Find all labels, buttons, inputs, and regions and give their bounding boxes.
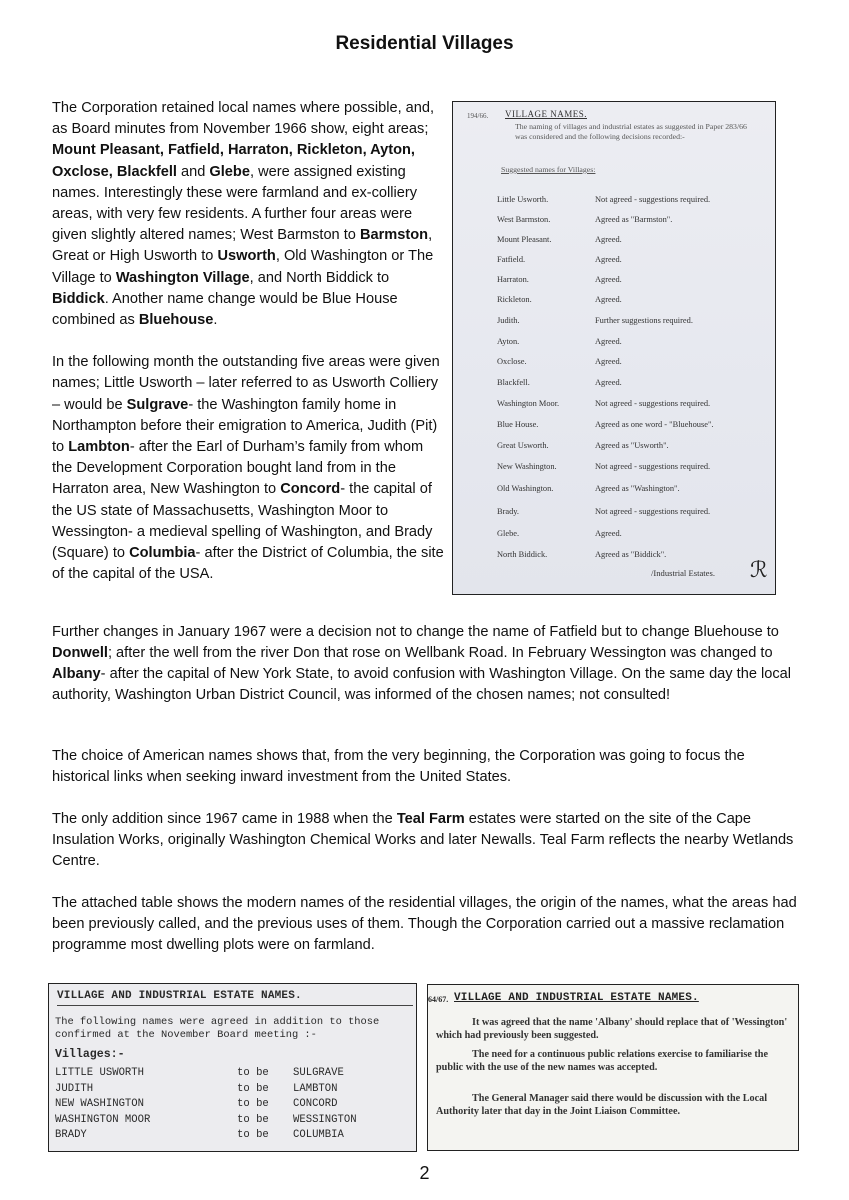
scan2-old: LITTLE USWORTH <box>55 1067 145 1079</box>
paragraph-american-names <box>52 746 800 788</box>
scan1-ref: 194/66. <box>467 112 489 120</box>
scan1-village: West Barmston. <box>497 215 551 224</box>
scan1-decision: Agreed. <box>595 275 622 284</box>
scan3-paragraph-2: The need for a continuous public relations exercise to familiarise the public with the use of the new names was accepted. <box>436 1049 768 1073</box>
text-run: The choice of American names shows that, from the very beginning, the Corporation was going to focus the historical links when seeking inward investment from the United States. <box>52 748 745 785</box>
scan2-to: to be <box>237 1082 269 1095</box>
scan1-decision: Agreed. <box>595 295 622 304</box>
scan1-decision: Agreed as "Barmston". <box>595 215 673 224</box>
scan1-village: Blackfell. <box>497 378 530 387</box>
scan2-to: to be <box>237 1067 269 1079</box>
scan2-subheading: Villages:- <box>55 1048 125 1061</box>
scan1-subheading: Suggested names for Villages: <box>501 165 596 174</box>
scan1-decision: Not agreed - suggestions required. <box>595 399 711 408</box>
scan1-village: Washington Moor. <box>497 399 560 408</box>
scan1-village: New Washington. <box>497 462 557 471</box>
bold-name: Lambton <box>68 439 130 456</box>
paragraph-intro-2 <box>52 352 444 585</box>
text-run: , were assigned existing names. Interestingly these were farmland and ex-colliery areas, with very few residents. A further four areas were given slightly altered names; West Barmston to <box>52 163 418 244</box>
bold-name: Biddick <box>52 290 105 307</box>
text-run: - after the capital of New York State, to avoid confusion with Washington Village. On the same day the local authority, Washington Urban District Council, was informed of the chosen names; not consulted! <box>52 666 792 703</box>
scan1-village: North Biddick. <box>497 550 548 559</box>
scan1-decision: Agreed. <box>595 529 622 538</box>
bold-name: Sulgrave <box>126 396 189 413</box>
scan3-heading: VILLAGE AND INDUSTRIAL ESTATE NAMES. <box>454 992 699 1004</box>
scan2-old: JUDITH <box>55 1082 94 1095</box>
text-run: In the following month the outstanding five areas were given names; Little Usworth – later referred to as Usworth Colliery – would be <box>52 354 440 413</box>
scan2-new: COLUMBIA <box>293 1129 344 1141</box>
text-run: Further changes in January 1967 were a decision not to change the name of Fatfield but to change Bluehouse to <box>52 624 779 640</box>
scan2-to: to be <box>237 1098 269 1110</box>
scan1-intro: The naming of villages and industrial estates as suggested in Paper 283/66 was considered and the following decisions recorded:- <box>515 122 747 141</box>
scan1-village: Brady. <box>497 507 520 516</box>
scan1-village: Old Washington. <box>497 484 554 493</box>
scan1-village: Rickleton. <box>497 295 532 304</box>
scan1-decision: Agreed as "Washington". <box>595 484 680 493</box>
paragraph-teal-farm <box>52 809 800 872</box>
scan1-decision: Not agreed - suggestions required. <box>595 462 711 471</box>
scan1-decision: Agreed as one word - "Bluehouse". <box>595 420 714 429</box>
text-run: estates were started on the site of the Cape Insulation Works, originally Washington Chemical Works and later Newalls. Teal Farm reflects the nearby Wetlands Centre. <box>52 811 794 869</box>
text-run: . Another name change would be Blue House combined as <box>52 290 398 329</box>
scan2-new: WESSINGTON <box>293 1113 357 1126</box>
scan1-footer: /Industrial Estates. <box>651 568 715 578</box>
bold-name: Columbia <box>129 545 196 562</box>
scan1-village: Harraton. <box>497 275 529 284</box>
scan1-village: Great Usworth. <box>497 441 549 450</box>
scan2-to: to be <box>237 1129 269 1141</box>
scan2-to: to be <box>237 1113 269 1126</box>
page-number: 2 <box>419 1163 430 1183</box>
scan2-new: CONCORD <box>293 1098 338 1110</box>
scan1-village: Blue House. <box>497 420 539 429</box>
text-run: The Corporation retained local names where possible, and, as Board minutes from November 1966 show, eight areas; <box>52 100 435 138</box>
bold-name: Usworth <box>217 248 276 265</box>
scan1-heading: VILLAGE NAMES. <box>505 109 587 119</box>
text-run: The attached table shows the modern names of the residential villages, the origin of the names, what the areas had been previously called, and the previous uses of them. Though the Corporation carried out a massive reclamation programme most dwelling plots were on farmland. <box>52 895 797 953</box>
scan1-decision: Not agreed - suggestions required. <box>595 507 711 516</box>
scan1-village: Glebe. <box>497 529 520 538</box>
scan1-village: Mount Pleasant. <box>497 235 552 244</box>
bold-name: Concord <box>280 481 341 498</box>
scan2-heading: VILLAGE AND INDUSTRIAL ESTATE NAMES. <box>57 990 302 1002</box>
page-title: Residential Villages <box>335 33 514 54</box>
scan2-old: WASHINGTON MOOR <box>55 1113 151 1126</box>
initials-mark: ℛ <box>750 557 768 582</box>
scan2-new: LAMBTON <box>293 1082 338 1095</box>
scan2-old: BRADY <box>55 1129 87 1141</box>
scan1-decision: Agreed as "Biddick". <box>595 550 667 559</box>
scan-village-names-minutes <box>452 101 776 595</box>
scan-albany-minute <box>427 984 799 1151</box>
scan1-decision: Agreed. <box>595 235 622 244</box>
bold-name: Barmston <box>359 227 429 244</box>
bold-name: Teal Farm <box>396 811 465 827</box>
scan1-village: Oxclose. <box>497 357 527 366</box>
bold-name: Albany <box>52 666 101 682</box>
scan-names-confirmed <box>48 983 417 1152</box>
scan1-village: Little Usworth. <box>497 195 549 204</box>
text-run: - the capital of the US state of Massachusetts, Washington Moor to Wessington- a medieval spelling of Washington, and Brady (Square) to <box>52 481 433 562</box>
scan1-decision: Further suggestions required. <box>595 316 693 325</box>
scan1-decision: Agreed. <box>595 378 622 387</box>
paragraph-attached-table <box>52 893 800 956</box>
bold-name: Bluehouse <box>138 312 214 329</box>
text-run: ; after the well from the river Don that rose on Wellbank Road. In February Wessington was changed to <box>107 645 773 661</box>
scan2-old: NEW WASHINGTON <box>55 1098 145 1110</box>
scan1-decision: Agreed. <box>595 357 622 366</box>
scan3-paragraph-1: It was agreed that the name 'Albany' should replace that of 'Wessington' which had previously been suggested. <box>436 1017 788 1041</box>
bold-name: Glebe <box>209 163 250 180</box>
paragraph-intro-1 <box>52 98 444 331</box>
text-run: - the Washington family home in Northampton before their emigration to America, Judith (Pit) to <box>52 396 438 456</box>
scan1-decision: Agreed. <box>595 255 622 264</box>
scan3-ref: 64/67. <box>428 995 449 1004</box>
scan3-paragraph-3: The General Manager said there would be discussion with the Local Authority later that day in the Joint Liaison Committee. <box>436 1093 768 1117</box>
text-run: - after the Earl of Durham’s family from whom the Development Corporation bought land from in the Harraton area, New Washington to <box>52 439 424 498</box>
text-run: . <box>213 312 218 329</box>
intro-column <box>52 98 444 606</box>
scan1-village: Judith. <box>497 316 520 325</box>
scan1-decision: Agreed. <box>595 337 622 346</box>
bold-name: Donwell <box>52 645 108 661</box>
text-run: , and North Biddick to <box>249 269 390 286</box>
scan1-decision: Agreed as "Usworth". <box>595 441 669 450</box>
scan1-village: Fatfield. <box>497 255 526 264</box>
text-run: , Great or High Usworth to <box>52 227 433 265</box>
text-run: , Old Washington or The Village to <box>52 248 434 286</box>
scan2-underline <box>57 1005 413 1006</box>
scan1-village: Ayton. <box>497 337 520 346</box>
bold-name: Mount Pleasant, Fatfield, Harraton, Rickleton, Ayton, Oxclose, Blackfell <box>52 142 415 180</box>
text-run: The only addition since 1967 came in 1988 when the <box>52 811 397 827</box>
text-run: and <box>176 163 210 180</box>
scan2-new: SULGRAVE <box>293 1067 344 1079</box>
text-run: - after the District of Columbia, the site of the capital of the USA. <box>52 545 444 583</box>
scan1-decision: Not agreed - suggestions required. <box>595 195 711 204</box>
bold-name: Washington Village <box>115 269 250 286</box>
scan2-intro: The following names were agreed in addition to those confirmed at the November Board meeting :- <box>55 1016 380 1041</box>
paragraph-changes-1967 <box>52 622 800 706</box>
